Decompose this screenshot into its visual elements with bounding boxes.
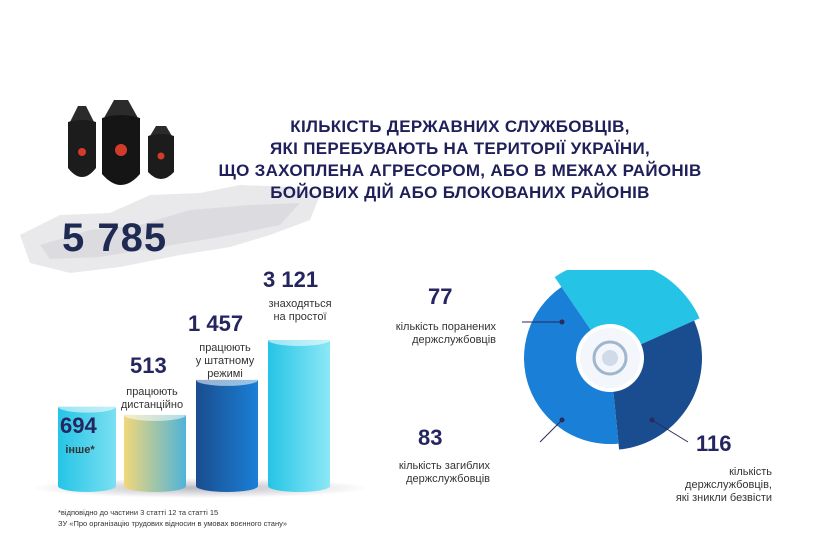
donut-value-missing: 116: [696, 431, 732, 456]
bombs-illustration: [62, 100, 182, 195]
bar-label-line: на простої: [273, 311, 327, 323]
bar-chart: [0, 250, 380, 500]
bar: [268, 334, 330, 492]
pointer-line: [540, 420, 562, 442]
donut-value-killed: 83: [418, 425, 443, 450]
radiation-icon: [115, 144, 127, 156]
bar-label-line: у штатному: [195, 355, 255, 367]
donut-label-line: які зникли безвісти: [675, 492, 772, 504]
title-line: ЯКІ ПЕРЕБУВАЮТЬ НА ТЕРИТОРІЇ УКРАЇНИ,: [269, 139, 651, 158]
bar-label-other: інше*: [65, 444, 95, 456]
donut-label-line: кількість поранених: [395, 321, 496, 333]
pointer-dot: [650, 418, 655, 423]
bar-label-line: працюють: [126, 386, 178, 398]
bar-label-line: працюють: [199, 342, 251, 354]
bar-label-idle: [258, 298, 342, 324]
bar: [124, 409, 186, 492]
total-value: 5 785: [62, 216, 168, 260]
donut-chart: [500, 270, 720, 490]
title-line: ЩО ЗАХОПЛЕНА АГРЕСОРОМ, АБО В МЕЖАХ РАЙОНІВ: [218, 161, 702, 180]
pointer-dot: [560, 418, 565, 423]
radiation-icon: [158, 153, 165, 160]
bar-label-line: дистанційно: [120, 399, 184, 411]
bomb-icon: [102, 100, 140, 185]
footnote-line: *відповідно до частини 3 статті 12 та статті 15: [58, 508, 219, 517]
bar-label-regular: [192, 342, 258, 381]
page-title: [190, 116, 730, 204]
donut-value-wounded: 77: [428, 284, 453, 309]
donut-label-killed: [380, 460, 490, 486]
bar-value-other: 694: [60, 413, 97, 438]
donut-label-line: кількість держслужбовців,: [685, 466, 772, 491]
bar-label-remote: [112, 386, 192, 412]
donut-label-wounded: [386, 321, 496, 347]
bomb-icon: [148, 126, 174, 179]
bar-label-line: режимі: [207, 368, 243, 380]
donut-label-line: держслужбовців: [412, 334, 496, 346]
pointer-dot: [560, 320, 565, 325]
bomb-icon: [68, 106, 96, 177]
bar-value-remote: 513: [130, 353, 167, 378]
footnote-line: ЗУ «Про організацію трудових відносин в умовах воєнного стану»: [58, 519, 288, 528]
bar-label-line: знаходяться: [268, 298, 332, 310]
bar-value-regular: 1 457: [188, 311, 244, 336]
camera-lens-icon: [580, 328, 640, 388]
title-line: КІЛЬКІСТЬ ДЕРЖАВНИХ СЛУЖБОВЦІВ,: [290, 117, 630, 136]
donut-label-line: кількість загиблих: [398, 460, 490, 472]
footnote: [58, 507, 287, 529]
title-line: БОЙОВИХ ДІЙ АБО БЛОКОВАНИХ РАЙОНІВ: [270, 183, 650, 202]
radiation-icon: [78, 148, 86, 156]
donut-label-missing: [642, 466, 772, 505]
donut-label-line: держслужбовців: [406, 473, 490, 485]
bar: [196, 374, 258, 492]
bar-value-idle: 3 121: [263, 267, 319, 292]
